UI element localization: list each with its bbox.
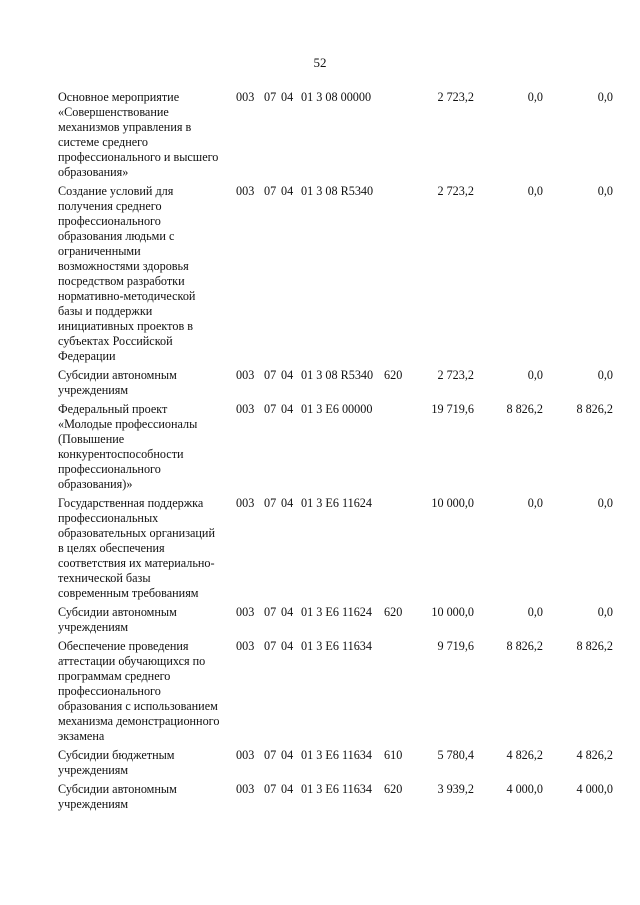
- row-name-line: учреждениям: [58, 620, 129, 634]
- amount-year-3-cell: 0,0: [597, 496, 613, 510]
- row-name-line: Субсидии автономным: [58, 605, 177, 619]
- row-name-line: Создание условий для: [58, 184, 174, 198]
- section-code-cell: 07: [264, 782, 277, 796]
- amount-year-1-cell: 19 719,6: [431, 402, 474, 416]
- amount-year-2-cell: 0,0: [527, 184, 543, 198]
- row-name-line: Основное мероприятие: [58, 90, 180, 104]
- page-number: 52: [313, 55, 327, 70]
- dept-code-cell: 003: [236, 496, 255, 510]
- row-name-line: аттестации обучающихся по: [58, 654, 206, 668]
- row-name-line: программам среднего: [58, 669, 171, 683]
- table-row: [0, 184, 640, 364]
- row-name-line: современным требованиям: [58, 586, 199, 600]
- section-code-cell: 07: [264, 748, 277, 762]
- amount-year-3-cell: 0,0: [597, 605, 613, 619]
- amount-year-2-cell: 0,0: [527, 90, 543, 104]
- expense-type-cell: 620: [384, 368, 403, 382]
- row-name-line: инициативных проектов в: [58, 319, 194, 333]
- row-name-line: механизма демонстрационного: [58, 714, 220, 728]
- row-name: [58, 496, 234, 601]
- row-name: [58, 639, 234, 744]
- row-name-line: Обеспечение проведения: [58, 639, 189, 653]
- subsection-code-cell: 04: [281, 368, 294, 382]
- section-code-cell: 07: [264, 605, 277, 619]
- row-name-line: возможностями здоровья: [58, 259, 189, 273]
- dept-code-cell: 003: [236, 639, 255, 653]
- expense-type-cell: 620: [384, 782, 403, 796]
- amount-year-2-cell: 8 826,2: [506, 402, 543, 416]
- amount-year-2-cell: 0,0: [527, 605, 543, 619]
- row-name-line: образования с использованием: [58, 699, 218, 713]
- row-name-line: профессионального: [58, 214, 161, 228]
- amount-year-1-cell: 2 723,2: [437, 368, 474, 382]
- row-name-line: Федеральный проект: [58, 402, 168, 416]
- row-name-line: Субсидии бюджетным: [58, 748, 175, 762]
- amount-year-2-cell: 0,0: [527, 368, 543, 382]
- row-name: [58, 184, 234, 364]
- table-row: [0, 402, 640, 492]
- dept-code-cell: 003: [236, 184, 255, 198]
- row-name-line: Субсидии автономным: [58, 782, 177, 796]
- subsection-code-cell: 04: [281, 90, 294, 104]
- dept-code-cell: 003: [236, 368, 255, 382]
- row-name-line: базы и поддержки: [58, 304, 153, 318]
- row-name-line: Субсидии автономным: [58, 368, 177, 382]
- amount-year-1-cell: 2 723,2: [437, 90, 474, 104]
- amount-year-3-cell: 8 826,2: [576, 402, 613, 416]
- subsection-code-cell: 04: [281, 639, 294, 653]
- amount-year-1-cell: 10 000,0: [431, 496, 474, 510]
- amount-year-3-cell: 4 000,0: [576, 782, 613, 796]
- section-code-cell: 07: [264, 368, 277, 382]
- target-article-cell: 01 3 E6 11634: [301, 782, 372, 796]
- dept-code-cell: 003: [236, 402, 255, 416]
- row-name-line: образования людьми с: [58, 229, 175, 243]
- row-name-line: механизмов управления в: [58, 120, 192, 134]
- table-row: [0, 748, 640, 778]
- row-name-line: соответствия их материально-: [58, 556, 215, 570]
- amount-year-1-cell: 3 939,2: [437, 782, 474, 796]
- row-name-line: (Повышение: [58, 432, 125, 446]
- amount-year-3-cell: 0,0: [597, 368, 613, 382]
- table-row: [0, 782, 640, 812]
- expense-type-cell: 620: [384, 605, 403, 619]
- section-code-cell: 07: [264, 639, 277, 653]
- target-article-cell: 01 3 E6 11634: [301, 748, 372, 762]
- row-name-line: системе среднего: [58, 135, 148, 149]
- row-name-line: учреждениям: [58, 383, 129, 397]
- dept-code-cell: 003: [236, 605, 255, 619]
- table-row: [0, 605, 640, 635]
- expense-type-cell: 610: [384, 748, 403, 762]
- row-name: [58, 748, 234, 778]
- row-name-line: Федерации: [58, 349, 116, 363]
- row-name-line: конкурентоспособности: [58, 447, 184, 461]
- row-name-line: технической базы: [58, 571, 151, 585]
- section-code-cell: 07: [264, 184, 277, 198]
- amount-year-3-cell: 4 826,2: [576, 748, 613, 762]
- target-article-cell: 01 3 E6 11624: [301, 496, 372, 510]
- row-name-line: профессионального и высшего: [58, 150, 219, 164]
- subsection-code-cell: 04: [281, 184, 294, 198]
- row-name-line: получения среднего: [58, 199, 162, 213]
- row-name-line: нормативно-методической: [58, 289, 196, 303]
- row-name: [58, 368, 234, 398]
- section-code-cell: 07: [264, 90, 277, 104]
- row-name-line: учреждениям: [58, 797, 129, 811]
- amount-year-3-cell: 0,0: [597, 184, 613, 198]
- table-row: [0, 639, 640, 744]
- row-name: [58, 605, 234, 635]
- target-article-cell: 01 3 08 R5340: [301, 184, 374, 198]
- table-row: [0, 496, 640, 601]
- table-row: [0, 368, 640, 398]
- dept-code-cell: 003: [236, 782, 255, 796]
- row-name: [58, 782, 234, 812]
- target-article-cell: 01 3 E6 11624: [301, 605, 372, 619]
- target-article-cell: 01 3 08 00000: [301, 90, 372, 104]
- row-name-line: в целях обеспечения: [58, 541, 165, 555]
- subsection-code-cell: 04: [281, 402, 294, 416]
- amount-year-1-cell: 10 000,0: [431, 605, 474, 619]
- amount-year-3-cell: 0,0: [597, 90, 613, 104]
- amount-year-2-cell: 4 000,0: [506, 782, 543, 796]
- row-name-line: образования)»: [58, 477, 133, 491]
- row-name-line: ограниченными: [58, 244, 141, 258]
- amount-year-1-cell: 5 780,4: [437, 748, 474, 762]
- row-name-line: профессионального: [58, 684, 161, 698]
- row-name-line: образования»: [58, 165, 129, 179]
- section-code-cell: 07: [264, 402, 277, 416]
- amount-year-2-cell: 8 826,2: [506, 639, 543, 653]
- subsection-code-cell: 04: [281, 496, 294, 510]
- target-article-cell: 01 3 E6 11634: [301, 639, 372, 653]
- row-name-line: учреждениям: [58, 763, 129, 777]
- amount-year-2-cell: 4 826,2: [506, 748, 543, 762]
- target-article-cell: 01 3 E6 00000: [301, 402, 373, 416]
- row-name-line: профессиональных: [58, 511, 159, 525]
- row-name: [58, 402, 234, 492]
- subsection-code-cell: 04: [281, 748, 294, 762]
- row-name-line: «Совершенствование: [58, 105, 169, 119]
- dept-code-cell: 003: [236, 90, 255, 104]
- row-name-line: посредством разработки: [58, 274, 185, 288]
- row-name: [58, 90, 234, 180]
- amount-year-1-cell: 9 719,6: [437, 639, 474, 653]
- amount-year-3-cell: 8 826,2: [576, 639, 613, 653]
- row-name-line: субъектах Российской: [58, 334, 173, 348]
- subsection-code-cell: 04: [281, 605, 294, 619]
- row-name-line: экзамена: [58, 729, 105, 743]
- dept-code-cell: 003: [236, 748, 255, 762]
- section-code-cell: 07: [264, 496, 277, 510]
- table-row: [0, 90, 640, 180]
- subsection-code-cell: 04: [281, 782, 294, 796]
- target-article-cell: 01 3 08 R5340: [301, 368, 374, 382]
- row-name-line: образовательных организаций: [58, 526, 215, 540]
- row-name-line: Государственная поддержка: [58, 496, 204, 510]
- row-name-line: профессионального: [58, 462, 161, 476]
- amount-year-1-cell: 2 723,2: [437, 184, 474, 198]
- row-name-line: «Молодые профессионалы: [58, 417, 198, 431]
- amount-year-2-cell: 0,0: [527, 496, 543, 510]
- budget-table: [0, 90, 640, 816]
